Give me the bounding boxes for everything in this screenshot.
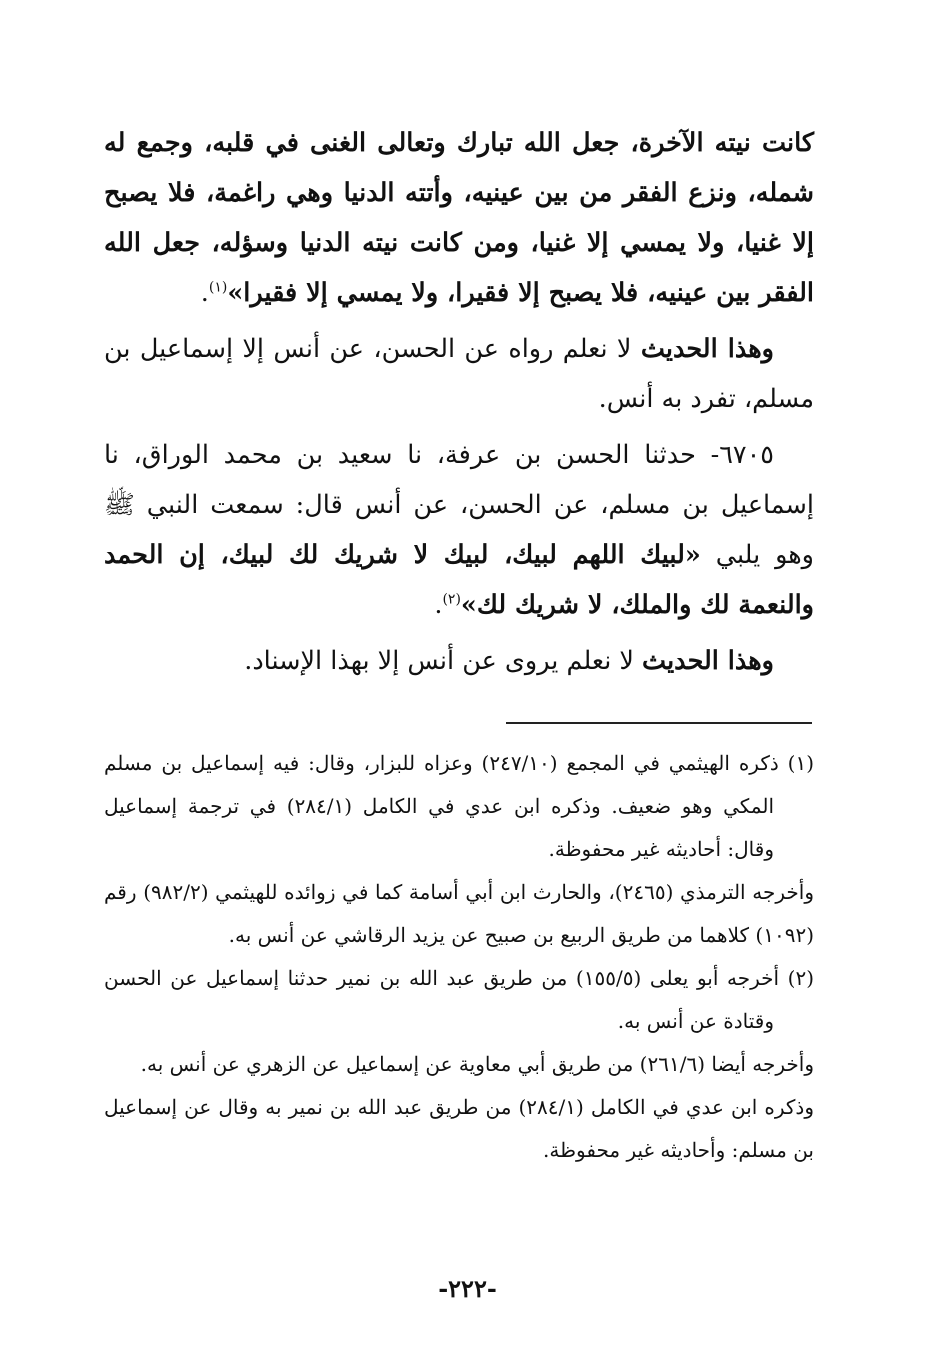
paragraph-hadith-end: كانت نيته الآخرة، جعل الله تبارك وتعالى الغنى في قلبه، وجمع له شمله، ونزع الفقر من بين عينيه، وأتته الدنيا وهي راغمة، فلا يصبح إلا غنيا، ولا يمسي إلا غنيا، ومن كانت نيته الدنيا وسؤله، جعل الله الفقر بين عينيه، فلا يصبح إلا فقيرا، ولا يمسي إلا فقيرا»$^{(١)}$. [104,128,814,308]
isnad-text: ٦٧٠٥- حدثنا الحسن بن عرفة، نا سعيد بن محمد الوراق، نا إسماعيل بن مسلم، عن الحسن، عن أنس قال: سمعت النبي ﷺ وهو يلبي [104,440,814,570]
paragraph-comment-1 [104,324,814,424]
comment-text: لا نعلم رواه عن الحسن، عن أنس إلا إسماعيل بن مسلم، تفرد به أنس. [104,334,814,414]
footnote-ref-1[interactable]: (١) [208,279,228,296]
footnote-1-continued: وأخرجه الترمذي (٢٤٦٥)، والحارث ابن أبي أسامة كما في زوائده للهيثمي (٩٨٢/٢) رقم (١٠٩٢) كلاهما من طريق الربيع بن صبيح عن يزيد الرقاشي عن أنس به. [104,880,814,947]
hadith-label: وهذا الحديث [640,334,774,364]
footnote-1: (١) ذكره الهيثمي في المجمع (٢٤٧/١٠) وعزاه للبزار، وقال: فيه إسماعيل بن مسلم المكي وهو ضعيف. وذكره ابن عدي في الكامل (٢٨٤/١) في ترجمة إسماعيل وقال: أحاديثه غير محفوظة. [104,751,815,861]
footnote-2: (٢) أخرجه أبو يعلى (١٥٥/٥) من طريق عبد الله بن نمير حدثنا إسماعيل عن الحسن وقتادة عن أنس به. [104,966,814,1033]
footnote-2-continued: وأخرجه أيضا (٢٦١/٦) من طريق أبي معاوية عن إسماعيل عن الزهري عن أنس به. [140,1052,814,1076]
hadith-text: كانت نيته الآخرة، جعل الله تبارك وتعالى الغنى في قلبه، وجمع له شمله، ونزع الفقر من بين عينيه، وأتته الدنيا وهي راغمة، فلا يصبح إلا غنيا، ولا يمسي إلا غنيا، ومن كانت نيته الدنيا وسؤله، جعل الله الفقر بين عينيه، فلا يصبح إلا فقيرا، ولا يمسي إلا فقيرا» [104,128,814,308]
footnote-divider [506,722,812,724]
paragraph-hadith-6705: ٦٧٠٥- حدثنا الحسن بن عرفة، نا سعيد بن محمد الوراق، نا إسماعيل بن مسلم، عن الحسن، عن أنس قال: سمعت النبي ﷺ وهو يلبي «لبيك اللهم لبيك، لبيك لا شريك لك لبيك، إن الحمد والنعمة لك والملك، لا شريك لك»$^{(٢)}$. [104,440,814,620]
comment-text: لا نعلم يروى عن أنس إلا بهذا الإسناد. [244,646,643,676]
hadith-label: وهذا الحديث [642,646,774,676]
page-number: -٢٢٢- [438,1274,497,1303]
footnote-ref-2[interactable]: (٢) [442,591,461,608]
main-text [104,118,814,686]
footnotes [104,742,814,1172]
footnote-2-continued: وذكره ابن عدي في الكامل (٢٨٤/١) من طريق عبد الله بن نمير به وقال عن إسماعيل بن مسلم: وأحاديثه غير محفوظة. [104,1095,814,1162]
hadith-text: «لبيك اللهم لبيك، لبيك لا شريك لك لبيك، إن الحمد والنعمة لك والملك، لا شريك لك» [104,540,814,620]
paragraph-comment-2 [104,636,814,686]
